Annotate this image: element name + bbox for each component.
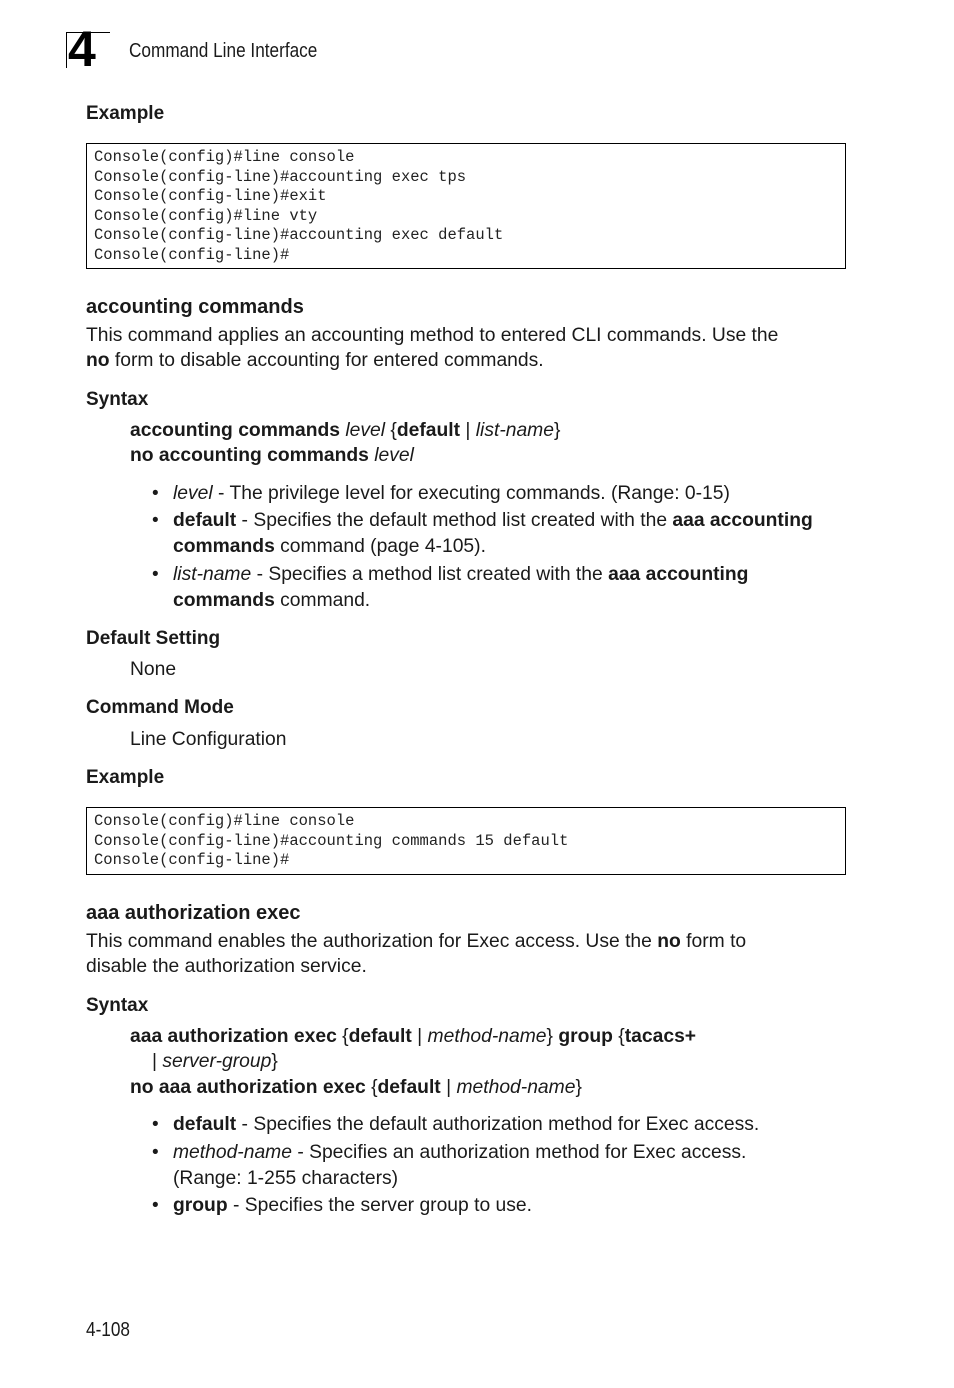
- syntax-command: aaa authorization exec: [130, 1026, 337, 1047]
- bullet-marker: •: [152, 483, 159, 504]
- bullet-item: [173, 1140, 853, 1192]
- bullet-term: method-name: [173, 1142, 292, 1163]
- syntax-brace: }: [553, 420, 561, 441]
- bullet-text: - Specifies a method list created with the: [251, 564, 609, 585]
- bullet-term: group: [173, 1195, 228, 1216]
- code-line: Console(config-line)#accounting exec tps: [94, 167, 467, 186]
- syntax-brace: {: [336, 1026, 349, 1047]
- code-example-1: [86, 143, 846, 269]
- syntax-line: [130, 443, 414, 468]
- bullet-marker: •: [152, 1195, 159, 1216]
- syntax-option: tacacs+: [624, 1026, 697, 1047]
- bullet-item: [173, 508, 853, 560]
- code-line: Console(config-line)#: [94, 851, 290, 869]
- bullet-reference: aaa accounting: [608, 564, 749, 585]
- description-line: [86, 929, 846, 954]
- no-keyword: no: [657, 931, 681, 952]
- bullet-item: [173, 562, 853, 614]
- syntax-separator: |: [411, 1026, 428, 1047]
- bullet-marker: •: [152, 1142, 159, 1163]
- syntax-line: [152, 1049, 278, 1074]
- bullet-line: [173, 508, 853, 534]
- syntax-brace: }: [546, 1026, 553, 1047]
- bullet-item: [173, 481, 853, 507]
- command-mode-value: Line Configuration: [130, 729, 287, 750]
- bullet-text: - The privilege level for executing commands. (Range: 0-15): [212, 483, 730, 504]
- bullet-term: default: [173, 1114, 237, 1135]
- bullet-term: default: [173, 510, 237, 531]
- bullet-term: list-name: [173, 564, 252, 585]
- description-line: disable the authorization service.: [86, 956, 367, 977]
- syntax-command: accounting commands: [130, 420, 340, 441]
- page-number: 4-108: [86, 1319, 130, 1341]
- syntax-separator: |: [440, 1077, 457, 1098]
- syntax-line: [130, 418, 560, 443]
- syntax-line: [130, 1075, 582, 1100]
- syntax-brace: {: [385, 420, 397, 441]
- bullet-marker: •: [152, 564, 159, 585]
- syntax-heading: Syntax: [86, 389, 149, 410]
- syntax-brace: {: [365, 1077, 378, 1098]
- bullet-term: level: [173, 483, 213, 504]
- code-line: Console(config)#line console: [94, 812, 355, 830]
- syntax-arg: level: [345, 420, 386, 441]
- bullet-text: command (page 4-105).: [274, 536, 486, 557]
- syntax-heading: Syntax: [86, 995, 149, 1016]
- syntax-arg: level: [374, 445, 414, 466]
- description-text: form to: [680, 931, 747, 952]
- code-line: Console(config-line)#exit: [94, 187, 327, 205]
- description-line: This command applies an accounting method to entered CLI commands. Use the: [86, 325, 779, 346]
- code-line: Console(config-line)#accounting commands 15 default: [94, 831, 569, 850]
- bullet-reference: commands: [173, 536, 275, 557]
- example-heading: Example: [86, 767, 165, 788]
- code-line: Console(config)#line vty: [94, 206, 318, 225]
- description-line: [86, 348, 846, 373]
- syntax-option: default: [377, 1077, 441, 1098]
- bullet-marker: •: [152, 1114, 159, 1135]
- syntax-option: method-name: [427, 1026, 547, 1047]
- syntax-option: default: [348, 1026, 412, 1047]
- bullet-line: [173, 588, 853, 614]
- bullet-line: (Range: 1-255 characters): [173, 1168, 399, 1189]
- description-text: form to disable accounting for entered commands.: [109, 350, 544, 371]
- syntax-command: no aaa authorization exec: [130, 1077, 366, 1098]
- chapter-number: 4: [68, 21, 96, 77]
- command-title: aaa authorization exec: [86, 902, 301, 924]
- command-description: [86, 929, 846, 979]
- bullet-item: [173, 1112, 853, 1138]
- syntax-option: list-name: [475, 420, 554, 441]
- syntax-option: default: [396, 420, 461, 441]
- code-line: Console(config)#line console: [94, 148, 355, 166]
- bullet-reference: commands: [173, 590, 275, 611]
- syntax-brace: {: [612, 1026, 625, 1047]
- command-mode-heading: Command Mode: [86, 697, 234, 718]
- bullet-text: - Specifies an authorization method for Exec access.: [291, 1142, 747, 1163]
- example-heading: Example: [86, 103, 165, 124]
- syntax-keyword: group: [558, 1026, 613, 1047]
- bullet-reference: aaa accounting: [672, 510, 813, 531]
- command-title: accounting commands: [86, 296, 304, 318]
- description-text: This command enables the authorization for Exec access. Use the: [86, 931, 658, 952]
- syntax-line: [130, 1024, 696, 1049]
- bullet-text: - Specifies the default method list created with the: [236, 510, 673, 531]
- bullet-item: [173, 1193, 853, 1219]
- bullet-line: [173, 534, 853, 560]
- syntax-command: no accounting commands: [130, 445, 369, 466]
- bullet-marker: •: [152, 510, 159, 531]
- bullet-text: - Specifies the server group to use.: [227, 1195, 532, 1216]
- bullet-line: [173, 562, 853, 588]
- syntax-option: method-name: [456, 1077, 576, 1098]
- syntax-brace: }: [271, 1051, 278, 1072]
- bullet-text: - Specifies the default authorization method for Exec access.: [236, 1114, 760, 1135]
- bullet-text: command.: [274, 590, 371, 611]
- command-description: [86, 323, 846, 373]
- syntax-brace: }: [575, 1077, 582, 1098]
- syntax-separator: |: [460, 420, 476, 441]
- bullet-line: [173, 1140, 853, 1166]
- default-setting-value: None: [130, 659, 177, 680]
- syntax-separator: |: [152, 1051, 163, 1072]
- no-keyword: no: [86, 350, 110, 371]
- syntax-option: server-group: [162, 1051, 272, 1072]
- default-setting-heading: Default Setting: [86, 628, 221, 649]
- code-line: Console(config-line)#: [94, 245, 290, 264]
- running-title: Command Line Interface: [129, 40, 318, 62]
- code-example-2: [86, 807, 846, 875]
- code-line: Console(config-line)#accounting exec default: [94, 226, 504, 244]
